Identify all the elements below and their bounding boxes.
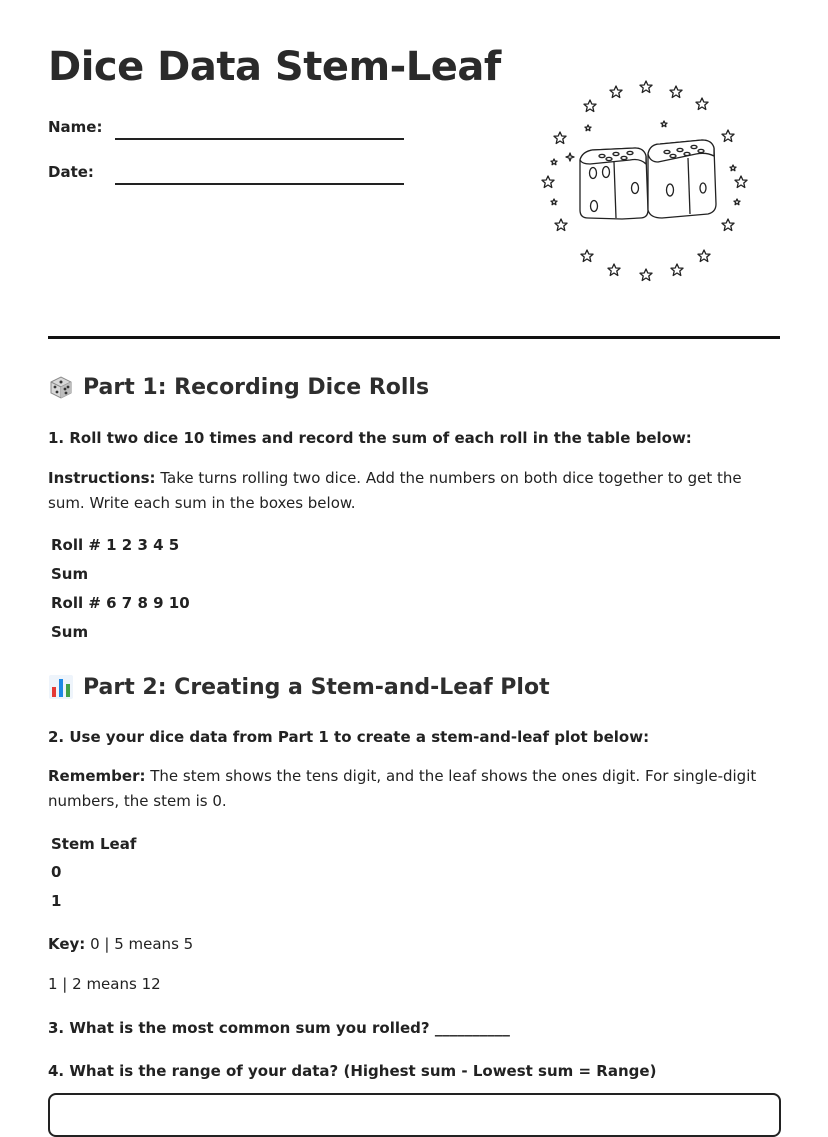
roll-row-1-label: Roll # 1 2 3 4 5 xyxy=(51,536,180,554)
stem-leaf-header: Stem Leaf xyxy=(51,835,137,853)
question-2: 2. Use your dice data from Part 1 to create a stem-and-leaf plot below: xyxy=(48,728,650,746)
name-label: Name: xyxy=(48,118,103,136)
remember-paragraph xyxy=(48,764,780,814)
bar-chart-icon xyxy=(48,674,74,700)
part2-heading-text: Part 2: Creating a Stem-and-Leaf Plot xyxy=(83,674,550,700)
sum-row-2-label: Sum xyxy=(51,623,89,641)
part2-heading xyxy=(48,674,550,700)
date-label: Date: xyxy=(48,163,94,181)
key-label: Key: xyxy=(48,935,86,953)
question-1: 1. Roll two dice 10 times and record the sum of each roll in the table below: xyxy=(48,429,692,447)
roll-row-2-label: Roll # 6 7 8 9 10 xyxy=(51,594,190,612)
key-text: 0 | 5 means 5 xyxy=(85,935,194,953)
sum-row-1-label: Sum xyxy=(51,565,89,583)
instructions-paragraph xyxy=(48,466,780,516)
game-die-icon xyxy=(48,374,74,400)
stem-row-0: 0 xyxy=(51,863,62,881)
instructions-label: Instructions: xyxy=(48,469,156,487)
left-die-drawing xyxy=(580,148,648,219)
part1-heading xyxy=(48,374,429,400)
question-3: 3. What is the most common sum you rolled? __________ xyxy=(48,1019,510,1037)
header-divider xyxy=(48,336,780,339)
stem-row-1: 1 xyxy=(51,892,62,910)
question-4: 4. What is the range of your data? (Highest sum - Lowest sum = Range) xyxy=(48,1062,657,1080)
instructions-text: Take turns rolling two dice. Add the numbers on both dice together to get the sum. Write each sum in the boxes below. xyxy=(48,469,742,512)
key-line-1 xyxy=(48,935,193,953)
name-write-line[interactable] xyxy=(115,138,404,140)
dice-illustration xyxy=(530,72,760,292)
remember-text: The stem shows the tens digit, and the leaf shows the ones digit. For single-digit numbers, the stem is 0. xyxy=(48,767,757,810)
date-field xyxy=(48,163,94,181)
date-write-line[interactable] xyxy=(115,183,404,185)
name-field xyxy=(48,118,102,136)
range-answer-box[interactable] xyxy=(48,1093,781,1137)
key-line-2: 1 | 2 means 12 xyxy=(48,975,161,993)
part1-heading-text: Part 1: Recording Dice Rolls xyxy=(83,374,430,400)
remember-label: Remember: xyxy=(48,767,146,785)
page-title: Dice Data Stem-Leaf xyxy=(48,44,501,90)
right-die-drawing xyxy=(648,140,716,218)
